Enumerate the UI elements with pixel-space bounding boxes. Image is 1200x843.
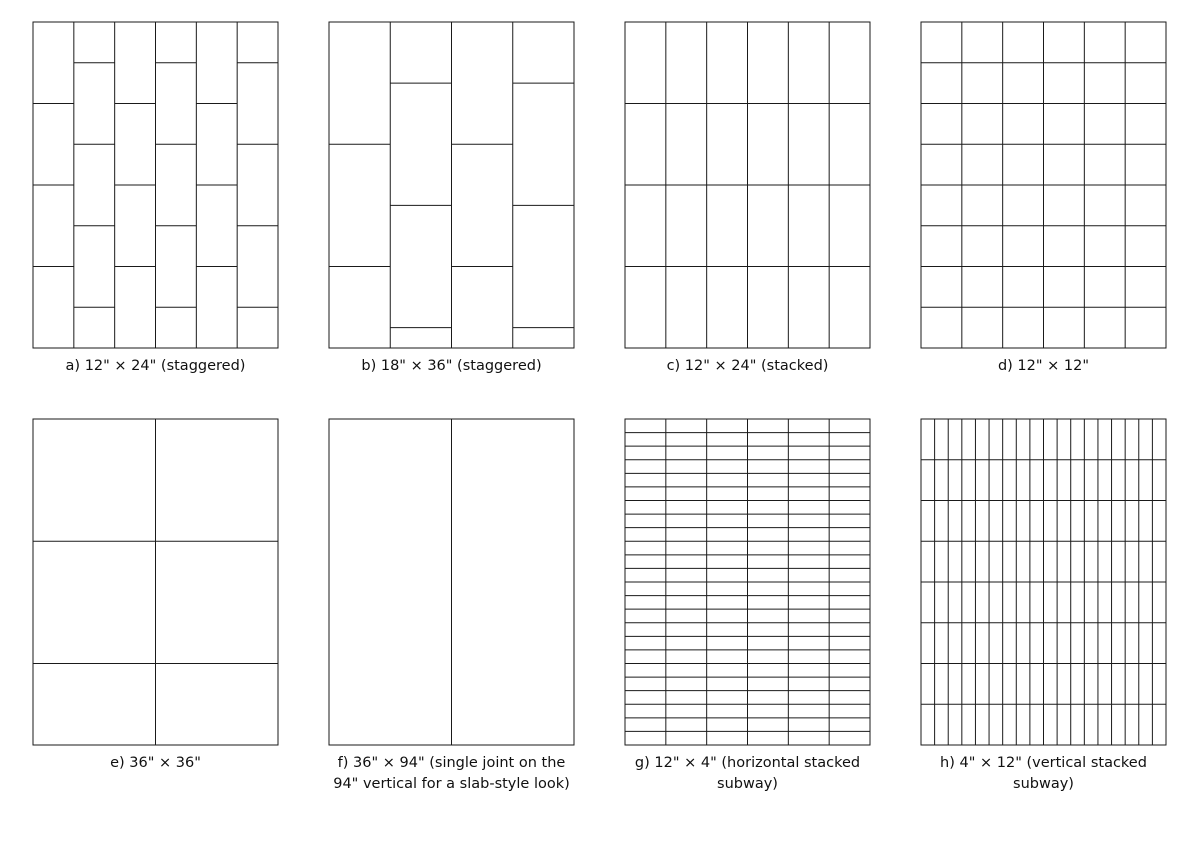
tile-panel-f	[329, 419, 574, 745]
caption-c: c) 12" × 24" (stacked)	[666, 358, 829, 374]
caption-e: e) 36" × 36"	[110, 755, 201, 771]
caption-g: g) 12" × 4" (horizontal stacked subway)	[634, 755, 861, 792]
tile-panel-c	[625, 22, 870, 348]
caption-h: h) 4" × 12" (vertical stacked subway)	[940, 755, 1147, 792]
tile-panel-a	[33, 22, 278, 348]
caption-f: f) 36" × 94" (single joint on the 94" vertical for a slab-style look)	[333, 755, 570, 792]
tile-panel-h	[921, 419, 1166, 745]
tile-panel-g	[625, 419, 870, 745]
caption-a: a) 12" × 24" (staggered)	[65, 358, 246, 374]
caption-b: b) 18" × 36" (staggered)	[361, 358, 542, 374]
tile-panel-b	[329, 22, 574, 348]
tile-panel-e	[33, 419, 278, 745]
tile-panel-d	[921, 22, 1166, 348]
caption-d: d) 12" × 12"	[997, 358, 1090, 374]
